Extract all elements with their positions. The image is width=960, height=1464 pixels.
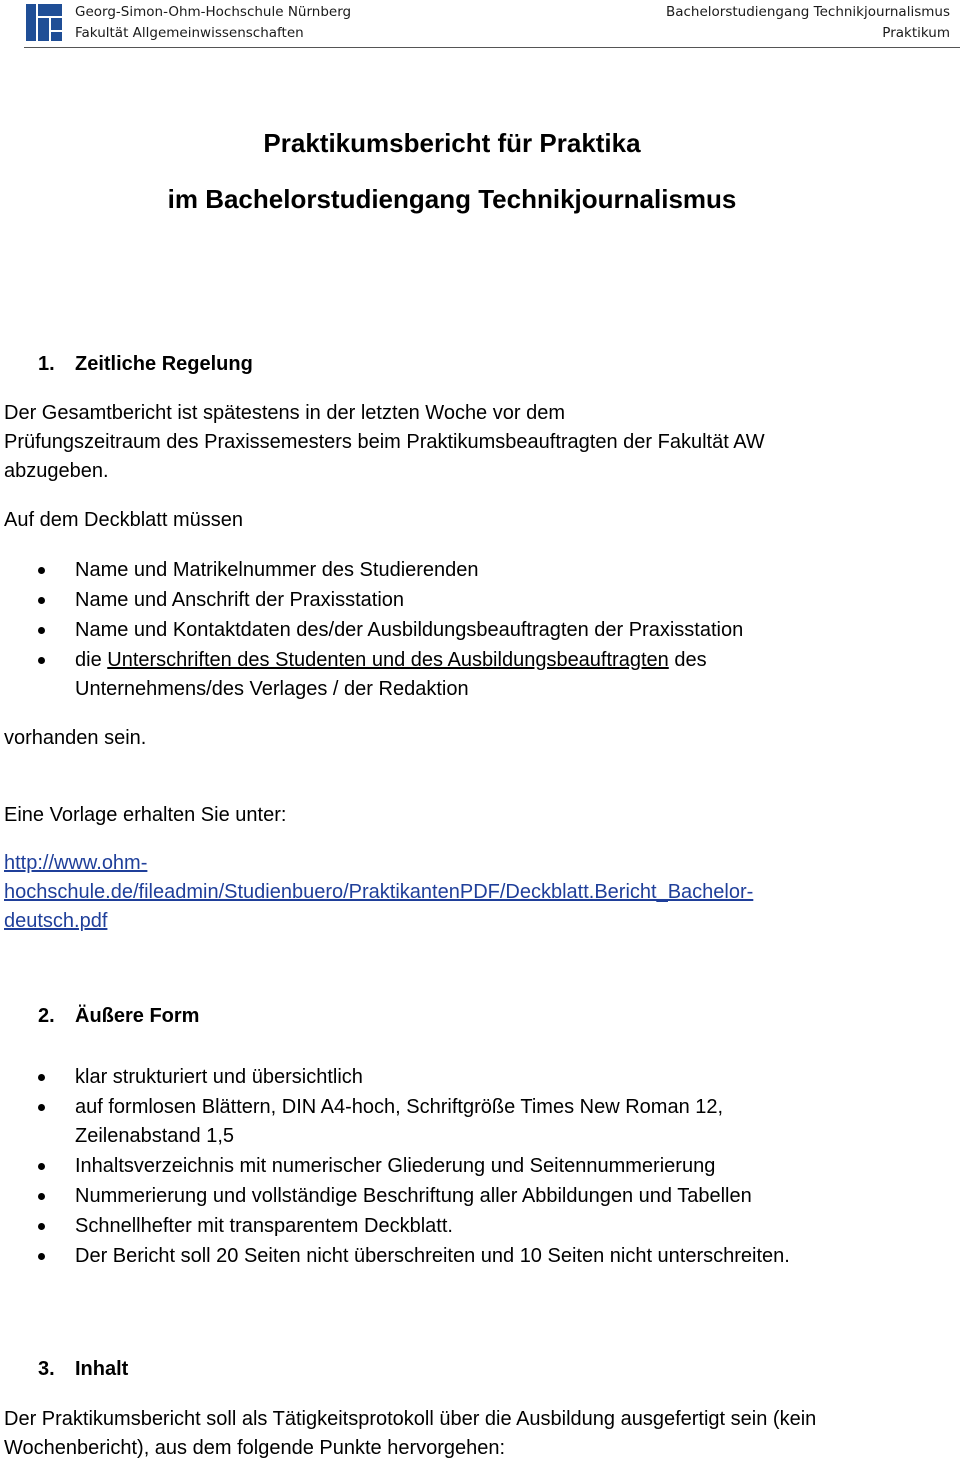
section1-number: 1. [38,353,55,375]
list-item: Name und Anschrift der Praxisstation [75,589,405,611]
section3-para-line1: Der Praktikumsbericht soll als Tätigkeitsprotokoll über die Ausbildung ausgefertigt sein (kein [4,1408,817,1430]
bullet-dot [38,627,45,634]
bullet-dot [38,567,45,574]
template-link-line1[interactable]: http://www.ohm- [4,852,148,874]
header-program: Bachelorstudiengang Technikjournalismus [665,4,950,20]
document-title-line2: im Bachelorstudiengang Technikjournalismus [167,184,737,214]
list-item: Schnellhefter mit transparentem Deckblatt. [75,1215,453,1237]
list-item: Name und Matrikelnummer des Studierenden [75,559,479,581]
header-divider [24,47,960,48]
coverpage-outro: vorhanden sein. [4,727,147,749]
section1-para-line1: Der Gesamtbericht ist spätestens in der letzten Woche vor dem [4,402,565,424]
bullet-dot [38,1253,45,1260]
section3-heading: Inhalt [75,1358,129,1380]
section1-para-line2: Prüfungszeitraum des Praxissemesters beim Praktikumsbeauftragten der Fakultät AW [4,431,765,453]
header-faculty: Fakultät Allgemeinwissenschaften [75,25,304,41]
list-item-signatures [75,646,707,675]
template-link-line2[interactable]: hochschule.de/fileadmin/Studienbuero/PraktikantenPDF/Deckblatt.Bericht_Bachelor- [4,881,754,903]
list-item: Name und Kontaktdaten des/der Ausbildungsbeauftragten der Praxisstation [75,619,744,641]
header-university: Georg-Simon-Ohm-Hochschule Nürnberg [75,4,352,20]
section1-para-line3: abzugeben. [4,460,109,482]
header-section: Praktikum [882,25,950,41]
list-item: Nummerierung und vollständige Beschriftung aller Abbildungen und Tabellen [75,1185,752,1207]
template-intro: Eine Vorlage erhalten Sie unter: [4,804,287,826]
document-title-line1: Praktikumsbericht für Praktika [263,128,641,158]
signatures-suffix: des [668,649,707,671]
template-link-line3[interactable]: deutsch.pdf [4,910,108,932]
signatures-underlined: Unterschriften des Studenten und des Ausbildungsbeauftragten [107,649,669,671]
section1-heading: Zeitliche Regelung [75,353,253,375]
bullet-dot [38,1074,45,1081]
list-item-continuation: Unternehmens/des Verlages / der Redaktion [75,678,469,700]
coverpage-intro: Auf dem Deckblatt müssen [4,509,243,531]
section2-number: 2. [38,1005,55,1027]
signatures-prefix: die [75,649,108,671]
list-item: klar strukturiert und übersichtlich [75,1066,363,1088]
list-item: auf formlosen Blättern, DIN A4-hoch, Schriftgröße Times New Roman 12, [75,1096,724,1118]
bullet-dot [38,1223,45,1230]
section3-para-line2: Wochenbericht), aus dem folgende Punkte hervorgehen: [4,1437,506,1459]
section2-heading: Äußere Form [75,1005,200,1027]
list-item: Inhaltsverzeichnis mit numerischer Gliederung und Seitennummerierung [75,1155,716,1177]
list-item-continuation: Zeilenabstand 1,5 [75,1125,235,1147]
bullet-dot [38,1104,45,1111]
bullet-dot [38,1163,45,1170]
section3-number: 3. [38,1358,55,1380]
ohm-hochschule-logo-icon [26,4,62,41]
bullet-dot [38,657,45,664]
list-item: Der Bericht soll 20 Seiten nicht überschreiten und 10 Seiten nicht unterschreiten. [75,1245,790,1267]
bullet-dot [38,597,45,604]
bullet-dot [38,1193,45,1200]
